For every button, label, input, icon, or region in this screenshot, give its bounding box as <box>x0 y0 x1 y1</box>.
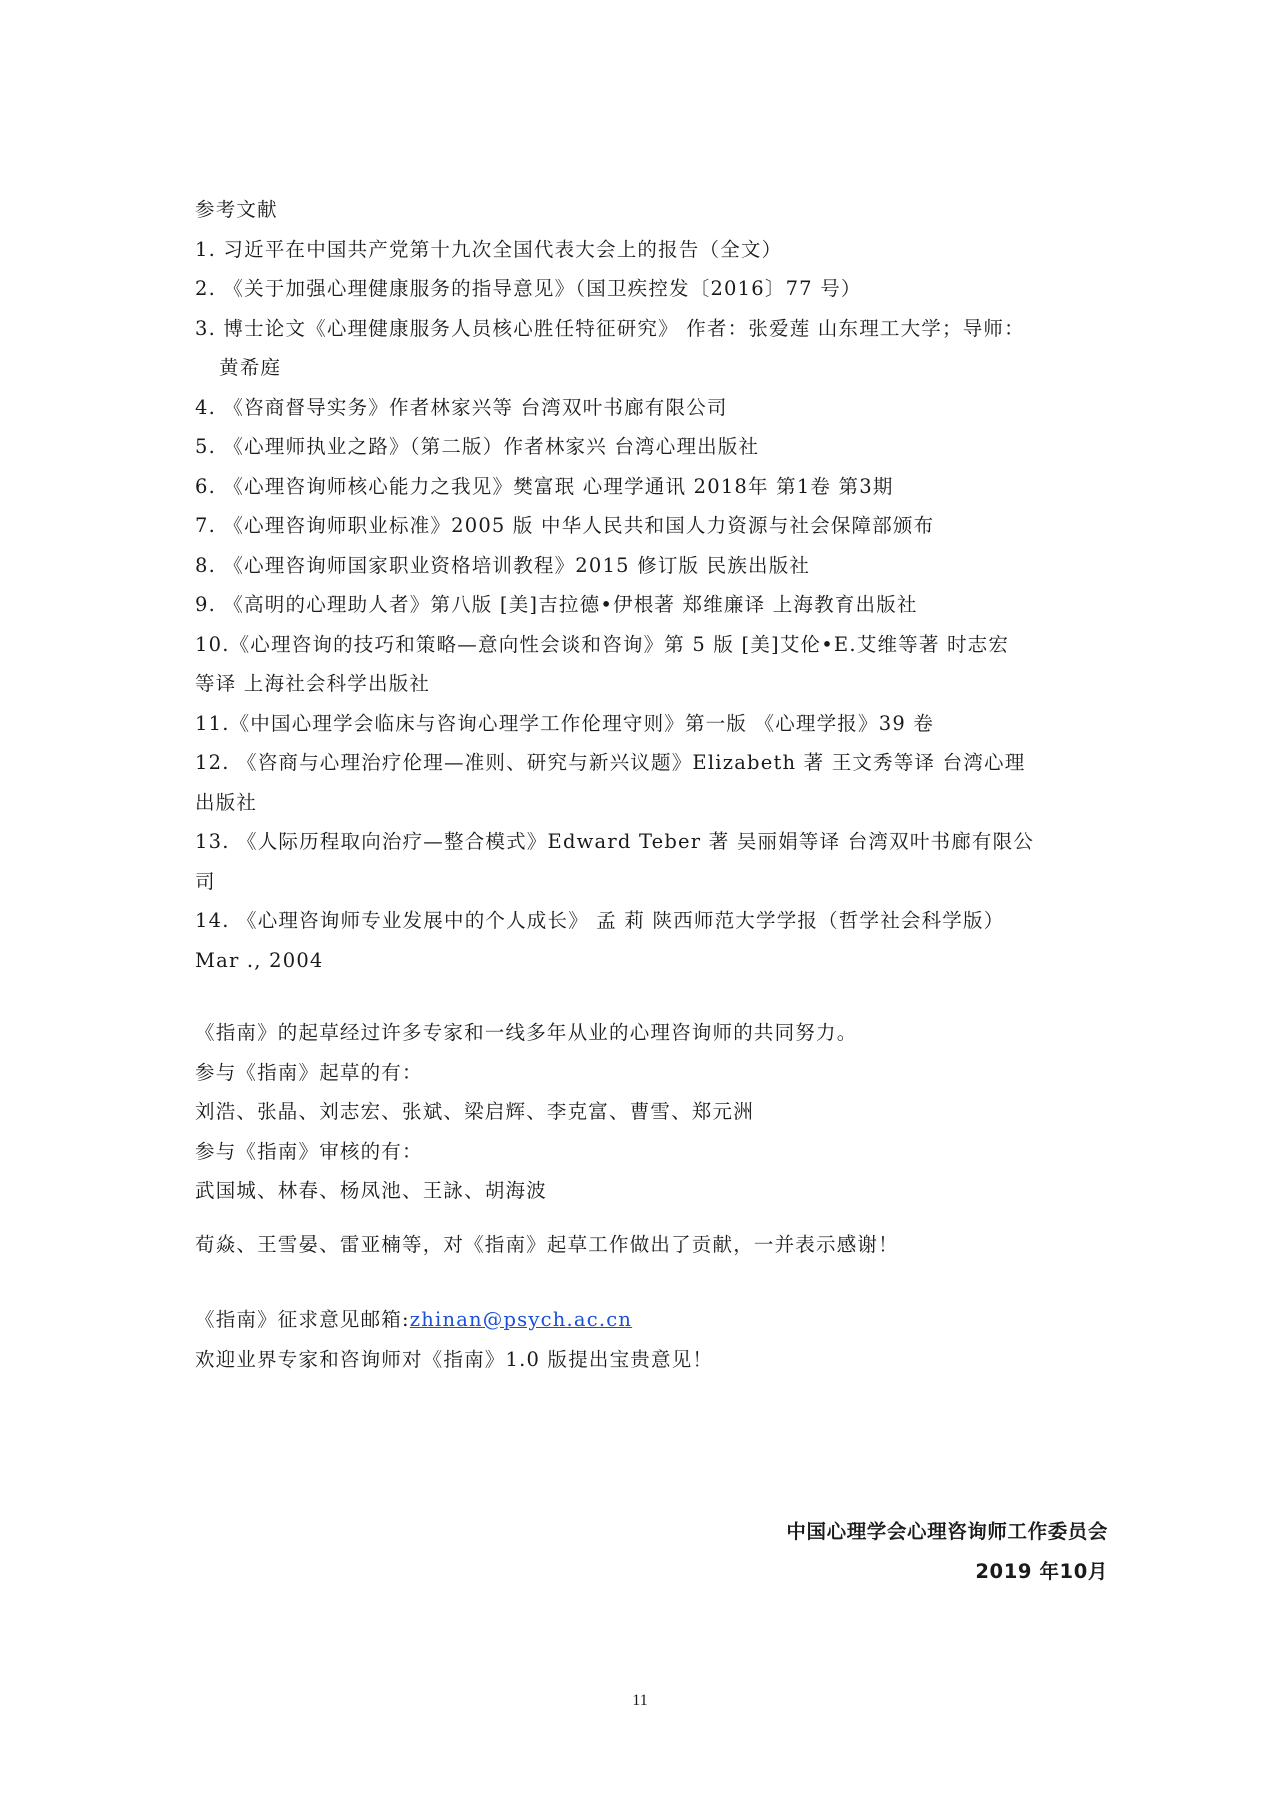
drafters-label: 参与《指南》起草的有： <box>195 1060 423 1084</box>
page-number: 11 <box>632 1692 648 1709</box>
signature-date: 2019 年10月 <box>975 1560 1108 1583</box>
section-spacer <box>195 980 1095 1013</box>
feedback-email-link[interactable]: zhinan@psych.ac.cn <box>409 1308 633 1331</box>
reference-item-continuation: Mar ., 2004 <box>195 948 324 972</box>
reference-item: 11.《中国心理学会临床与咨询心理学工作伦理守则》第一版 《心理学报》39 卷 <box>195 711 935 735</box>
reference-item: 7. 《心理咨询师职业标准》2005 版 中华人民共和国人力资源与社会保障部颁布 <box>195 514 935 537</box>
reference-item: 10.《心理咨询的技巧和策略—意向性会谈和咨询》第 5 版 [美]艾伦•E.艾维等著 时志宏 <box>195 632 1010 656</box>
reference-item-continuation: 等译 上海社会科学出版社 <box>195 672 431 695</box>
reference-item: 4. 《咨商督导实务》作者林家兴等 台湾双叶书廊有限公司 <box>195 395 728 419</box>
feedback-email-label: 《指南》征求意见邮箱: <box>195 1308 410 1331</box>
section-spacer <box>195 1264 1095 1300</box>
signature-organization: 中国心理学会心理咨询师工作委员会 <box>786 1520 1108 1543</box>
thanks-note: 荀焱、王雪晏、雷亚楠等，对《指南》起草工作做出了贡献，一并表示感谢！ <box>195 1232 899 1256</box>
reference-item: 3. 博士论文《心理健康服务人员核心胜任特征研究》 作者：张爱莲 山东理工大学；导师： <box>195 316 1025 340</box>
reference-item-continuation: 司 <box>195 869 216 893</box>
drafters-list: 刘浩、张晶、刘志宏、张斌、梁启辉、李克富、曹雪、郑元洲 <box>195 1100 754 1123</box>
signature-block <box>786 1512 1108 1592</box>
feedback-email-line <box>195 1300 1095 1340</box>
feedback-welcome: 欢迎业界专家和咨询师对《指南》1.0 版提出宝贵意见！ <box>195 1347 714 1371</box>
reference-item: 9. 《高明的心理助人者》第八版 [美]吉拉德•伊根著 郑维廉译 上海教育出版社 <box>195 593 918 616</box>
references-heading: 参考文献 <box>195 198 278 221</box>
reference-item: 1. 习近平在中国共产党第十九次全国代表大会上的报告（全文） <box>195 237 783 261</box>
reference-item: 13. 《人际历程取向治疗—整合模式》Edward Teber 著 吴丽娟等译 台湾双叶书廊有限公 <box>195 830 1035 853</box>
acknowledgement-intro: 《指南》的起草经过许多专家和一线多年从业的心理咨询师的共同努力。 <box>195 1021 858 1044</box>
reference-item-continuation: 出版社 <box>195 790 258 814</box>
reviewers-label: 参与《指南》审核的有： <box>195 1139 423 1163</box>
reference-item: 2. 《关于加强心理健康服务的指导意见》（国卫疾控发〔2016〕77 号） <box>195 277 862 300</box>
reference-item: 8. 《心理咨询师国家职业资格培训教程》2015 修订版 民族出版社 <box>195 553 811 577</box>
reference-item-continuation: 黄希庭 <box>219 356 282 379</box>
reference-item: 12. 《咨商与心理治疗伦理—准则、研究与新兴议题》Elizabeth 著 王文秀等译 台湾心理 <box>195 751 1026 774</box>
reference-item: 6. 《心理咨询师核心能力之我见》樊富珉 心理学通讯 2018年 第1卷 第3期 <box>195 474 894 498</box>
reference-item: 5. 《心理师执业之路》（第二版）作者林家兴 台湾心理出版社 <box>195 435 760 458</box>
section-spacer <box>195 1211 1095 1225</box>
reference-item: 14. 《心理咨询师专业发展中的个人成长》 孟 莉 陕西师范大学学报（哲学社会科学版） <box>195 909 1005 932</box>
reviewers-list: 武国城、林春、杨凤池、王詠、胡海波 <box>195 1179 547 1202</box>
page-content <box>195 190 1095 1379</box>
